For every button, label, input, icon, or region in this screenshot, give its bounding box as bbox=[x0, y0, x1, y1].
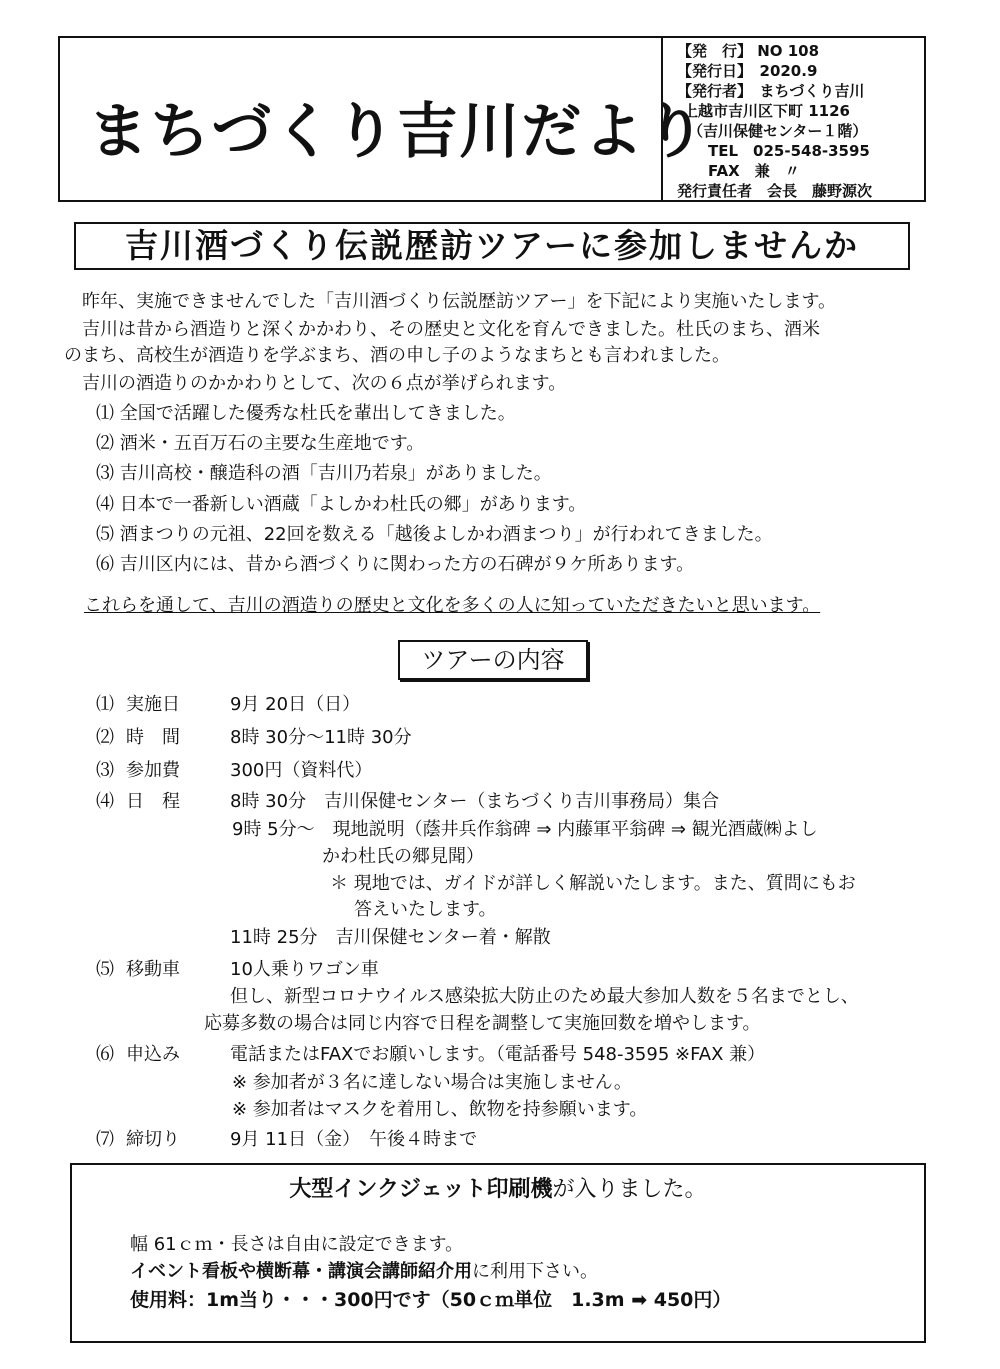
printer-title-bold: 大型インクジェット印刷機 bbox=[289, 1177, 553, 1202]
tour-item-label: 締切り bbox=[126, 1129, 180, 1150]
printer-usage-rest: に利用下さい。 bbox=[472, 1261, 598, 1282]
publisher-location: （吉川保健センター１階） bbox=[688, 122, 868, 140]
masthead-title: まちづくり吉川だより bbox=[88, 97, 708, 167]
apply-note: ※ 参加者はマスクを着用し、飲物を持参願います。 bbox=[232, 1099, 648, 1120]
schedule-line: 9時 5分〜 現地説明（蔭井兵作翁碑 ⇒ 内藤軍平翁碑 ⇒ 観光酒蔵㈱よし bbox=[232, 819, 818, 840]
tour-item-apply bbox=[96, 1043, 766, 1067]
intro-line: 昨年、実施できませんでした「吉川酒づくり伝説歴訪ツアー」を下記により実施いたします。 bbox=[82, 291, 837, 312]
issue-number: 【発 行】 NO 108 bbox=[677, 42, 820, 60]
tour-item-value: 9月 20日（日） bbox=[230, 694, 361, 715]
publisher-tel: TEL 025-548-3595 bbox=[708, 142, 870, 160]
schedule-note: ＊ 現地では、ガイドが詳しく解説いたします。また、質問にもお bbox=[330, 873, 856, 894]
tour-item-date bbox=[96, 693, 361, 717]
publisher: 【発行者】 まちづくり吉川 bbox=[677, 82, 865, 100]
point-item: ⑷ 日本で一番新しい酒蔵「よしかわ杜氏の郷」があります。 bbox=[96, 494, 587, 515]
tour-item-num: ⑺ bbox=[96, 1129, 114, 1150]
point-item: ⑵ 酒米・五百万石の主要な生産地です。 bbox=[96, 433, 425, 454]
tour-item-label: 移動車 bbox=[126, 959, 180, 980]
tour-heading: ツアーの内容 bbox=[398, 640, 588, 680]
point-item: ⑶ 吉川高校・醸造科の酒「吉川乃若泉」がありました。 bbox=[96, 463, 552, 484]
intro-line: 吉川は昔から酒造りと深くかかわり、その歴史と文化を育んできました。杜氏のまち、酒米 bbox=[82, 319, 820, 340]
tour-item-value: 9月 11日（金） 午後４時まで bbox=[230, 1129, 478, 1150]
headline: 吉川酒づくり伝説歴訪ツアーに参加しませんか bbox=[74, 222, 910, 270]
point-item: ⑸ 酒まつりの元祖、22回を数える「越後よしかわ酒まつり」が行われてきました。 bbox=[96, 524, 773, 545]
tour-item-label: 実施日 bbox=[126, 694, 180, 715]
schedule-line: かわ杜氏の郷見聞） bbox=[322, 846, 484, 867]
tour-item-label: 申込み bbox=[126, 1044, 180, 1065]
tour-item-label: 時 間 bbox=[126, 727, 180, 748]
issue-date: 【発行日】 2020.9 bbox=[677, 62, 818, 80]
intro-line: 吉川の酒造りのかかわりとして、次の６点が挙げられます。 bbox=[82, 373, 567, 394]
closing-statement: これらを通して、吉川の酒造りの歴史と文化を多くの人に知っていただきたいと思います。 bbox=[84, 595, 821, 616]
tour-item-num: ⑵ bbox=[96, 727, 114, 748]
point-item: ⑹ 吉川区内には、昔から酒づくりに関わった方の石碑が９ケ所あります。 bbox=[96, 554, 695, 575]
intro-line: のまち、高校生が酒造りを学ぶまち、酒の申し子のようなまちとも言われました。 bbox=[64, 345, 730, 366]
printer-usage-line bbox=[130, 1260, 598, 1284]
schedule-line: 11時 25分 吉川保健センター着・解散 bbox=[230, 927, 551, 948]
printer-notice-title bbox=[70, 1172, 926, 1203]
printer-title-rest: が入りました。 bbox=[552, 1177, 707, 1202]
tour-item-num: ⑸ bbox=[96, 959, 114, 980]
tour-item-label: 日 程 bbox=[126, 791, 180, 812]
apply-note: ※ 参加者が３名に達しない場合は実施しません。 bbox=[232, 1072, 632, 1093]
vehicle-note: 応募多数の場合は同じ内容で日程を調整して実施回数を増やします。 bbox=[204, 1013, 761, 1034]
tour-item-num: ⑴ bbox=[96, 694, 114, 715]
printer-width-line: 幅 61ｃｍ・長さは自由に設定できます。 bbox=[130, 1234, 464, 1255]
tour-item-fee bbox=[96, 759, 373, 783]
publisher-address: 上越市吉川区下町 1126 bbox=[683, 102, 850, 120]
tour-item-value: 10人乗りワゴン車 bbox=[230, 959, 379, 980]
tour-item-value: 8時 30分 吉川保健センター（まちづくり吉川事務局）集合 bbox=[230, 791, 720, 812]
printer-price-line: 使用料：1m当り・・・300円です（50ｃｍ単位 1.3m ➡ 450円） bbox=[130, 1289, 732, 1311]
tour-item-label: 参加費 bbox=[126, 760, 180, 781]
tour-item-num: ⑶ bbox=[96, 760, 114, 781]
publisher-responsible: 発行責任者 会長 藤野源次 bbox=[677, 182, 873, 200]
printer-usage-bold: イベント看板や横断幕・講演会講師紹介用 bbox=[130, 1261, 472, 1282]
vehicle-note: 但し、新型コロナウイルス感染拡大防止のため最大参加人数を５名までとし、 bbox=[230, 986, 859, 1007]
publisher-fax: FAX 兼 〃 bbox=[708, 162, 800, 180]
tour-item-num: ⑹ bbox=[96, 1044, 114, 1065]
tour-item-value: 300円（資料代） bbox=[230, 760, 373, 781]
tour-item-deadline bbox=[96, 1128, 478, 1152]
tour-item-vehicle bbox=[96, 958, 379, 982]
tour-item-num: ⑷ bbox=[96, 791, 114, 812]
tour-item-time bbox=[96, 726, 412, 750]
tour-item-schedule bbox=[96, 790, 720, 814]
tour-item-value: 電話またはFAXでお願いします。（電話番号 548-3595 ※FAX 兼） bbox=[230, 1044, 766, 1065]
point-item: ⑴ 全国で活躍した優秀な杜氏を輩出してきました。 bbox=[96, 403, 516, 424]
tour-item-value: 8時 30分〜11時 30分 bbox=[230, 727, 412, 748]
schedule-note: 答えいたします。 bbox=[354, 899, 497, 920]
